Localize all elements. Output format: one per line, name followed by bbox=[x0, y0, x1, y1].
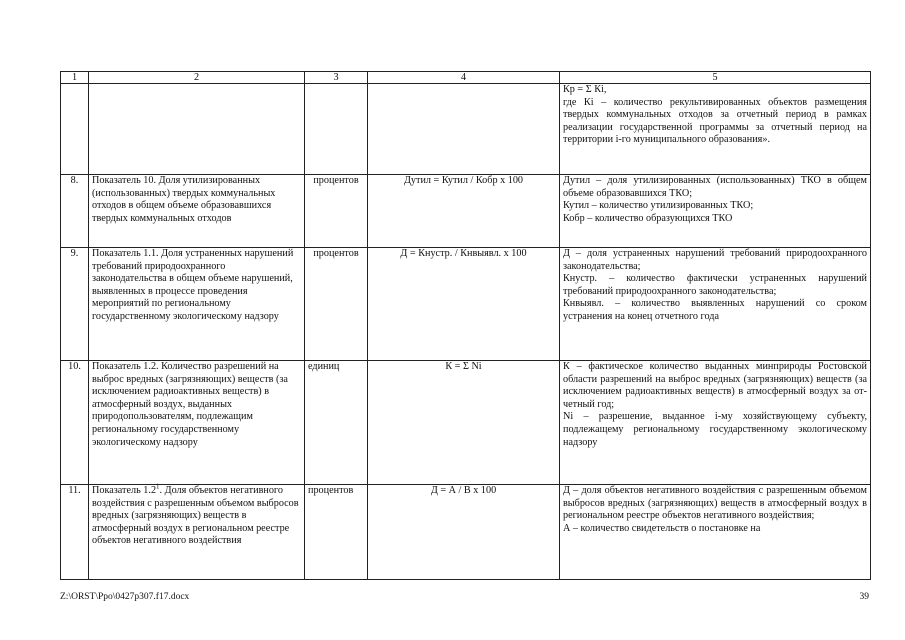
table-row-continuation bbox=[61, 84, 871, 175]
row-number: 9. bbox=[61, 248, 89, 361]
row-number: 8. bbox=[61, 175, 89, 248]
header-cell: 4 bbox=[368, 72, 560, 84]
formula-cell: Д = Кнустр. / Кнвыявл. х 100 bbox=[368, 248, 560, 361]
formula-cell: К = Σ Ni bbox=[368, 361, 560, 485]
formula-cell: Дутил = Кутил / Кобр х 100 bbox=[368, 175, 560, 248]
description-text: Д – доля объектов негативного воздействия с разрешенным объемом выбросов вредных (загрязняющих) веществ в атмосферный воздух в региональном реестре объектов негативного воздействия; bbox=[563, 485, 867, 522]
unit-cell: процентов bbox=[305, 175, 368, 248]
description-cell bbox=[560, 84, 871, 175]
description-cell bbox=[560, 485, 871, 580]
formula-cell: Д = А / В х 100 bbox=[368, 485, 560, 580]
description-text: Ni – разрешение, выданное i-му хозяйствующему субъекту, подлежащему региональному государственному экологическому надзору bbox=[563, 411, 867, 448]
indicator-table bbox=[60, 71, 871, 580]
description-cell bbox=[560, 175, 871, 248]
description-text: Кнустр. – количество фактически устраненных нарушений требований природоохранного законодательства; bbox=[563, 273, 867, 297]
header-cell: 3 bbox=[305, 72, 368, 84]
header-cell: 1 bbox=[61, 72, 89, 84]
unit-cell: процентов bbox=[305, 248, 368, 361]
unit-cell: единиц bbox=[305, 361, 368, 485]
description-text: Кобр – количество образующихся ТКО bbox=[563, 212, 733, 224]
description-text: Кутил – количество утилизированных ТКО; bbox=[563, 200, 754, 212]
description-cell bbox=[560, 361, 871, 485]
header-cell: 2 bbox=[89, 72, 305, 84]
description-text: Дутил – доля утилизированных (использованных) ТКО в общем объеме образовавшихся ТКО; bbox=[563, 175, 867, 199]
table-row bbox=[61, 485, 871, 580]
description-text: К – фактическое количество выданных минприроды Ростовской области разрешений на выброс вредных (загрязняющих) веществ (за исключением радиоактивных веществ) в атмосферный воздух за отчетный год; bbox=[563, 361, 867, 410]
indicator-name: Показатель 1.1. Доля устраненных нарушений требований природоохранного законодательства в общем объеме нарушений, выявленных в процессе проведения мероприятий по региональному государственному экологическому надзору bbox=[89, 248, 305, 361]
file-path: Z:\ORST\Ppo\0427p307.f17.docx bbox=[60, 592, 190, 602]
description-text: А – количество свидетельств о постановке на bbox=[563, 522, 761, 534]
indicator-name: Показатель 1.2. Количество разрешений на выброс вредных (загрязняющих) веществ (за исключением радиоактивных веществ) в атмосферный воздух, выданных природопользователям, подлежащим региональному государственному экологическому надзору bbox=[89, 361, 305, 485]
unit-cell: процентов bbox=[305, 485, 368, 580]
description-text: Д – доля устраненных нарушений требований природоохранного законодательства; bbox=[563, 248, 867, 272]
description-text: где Кi – количество рекультивированных объектов размещения твердых коммунальных отходов за отчетный период в рамках реализации государственной программы за отчетный период на территории i-го муниципального образования». bbox=[563, 96, 867, 146]
header-cell: 5 bbox=[560, 72, 871, 84]
description-cell bbox=[560, 248, 871, 361]
formula-line: Кр = Σ Кi, bbox=[563, 84, 607, 95]
table-row bbox=[61, 361, 871, 485]
description-text: Кнвыявл. – количество выявленных нарушений со сроком устранения на конец отчетного года bbox=[563, 298, 867, 322]
table-header-row bbox=[61, 72, 871, 84]
row-number: 11. bbox=[61, 485, 89, 580]
indicator-name: Показатель $1.2^1$. Доля объектов негативного воздействия с разрешенным объемом выбросов вредных (загрязняющих) веществ в атмосферный воздух в региональном реестре объектов негативного воздействия bbox=[89, 485, 305, 580]
table-row bbox=[61, 175, 871, 248]
table-row bbox=[61, 248, 871, 361]
indicator-name: Показатель 10. Доля утилизированных (использованных) твердых коммунальных отходов в общем объеме образовавшихся твердых коммунальных отходов bbox=[89, 175, 305, 248]
row-number: 10. bbox=[61, 361, 89, 485]
page-number: 39 bbox=[859, 592, 869, 602]
